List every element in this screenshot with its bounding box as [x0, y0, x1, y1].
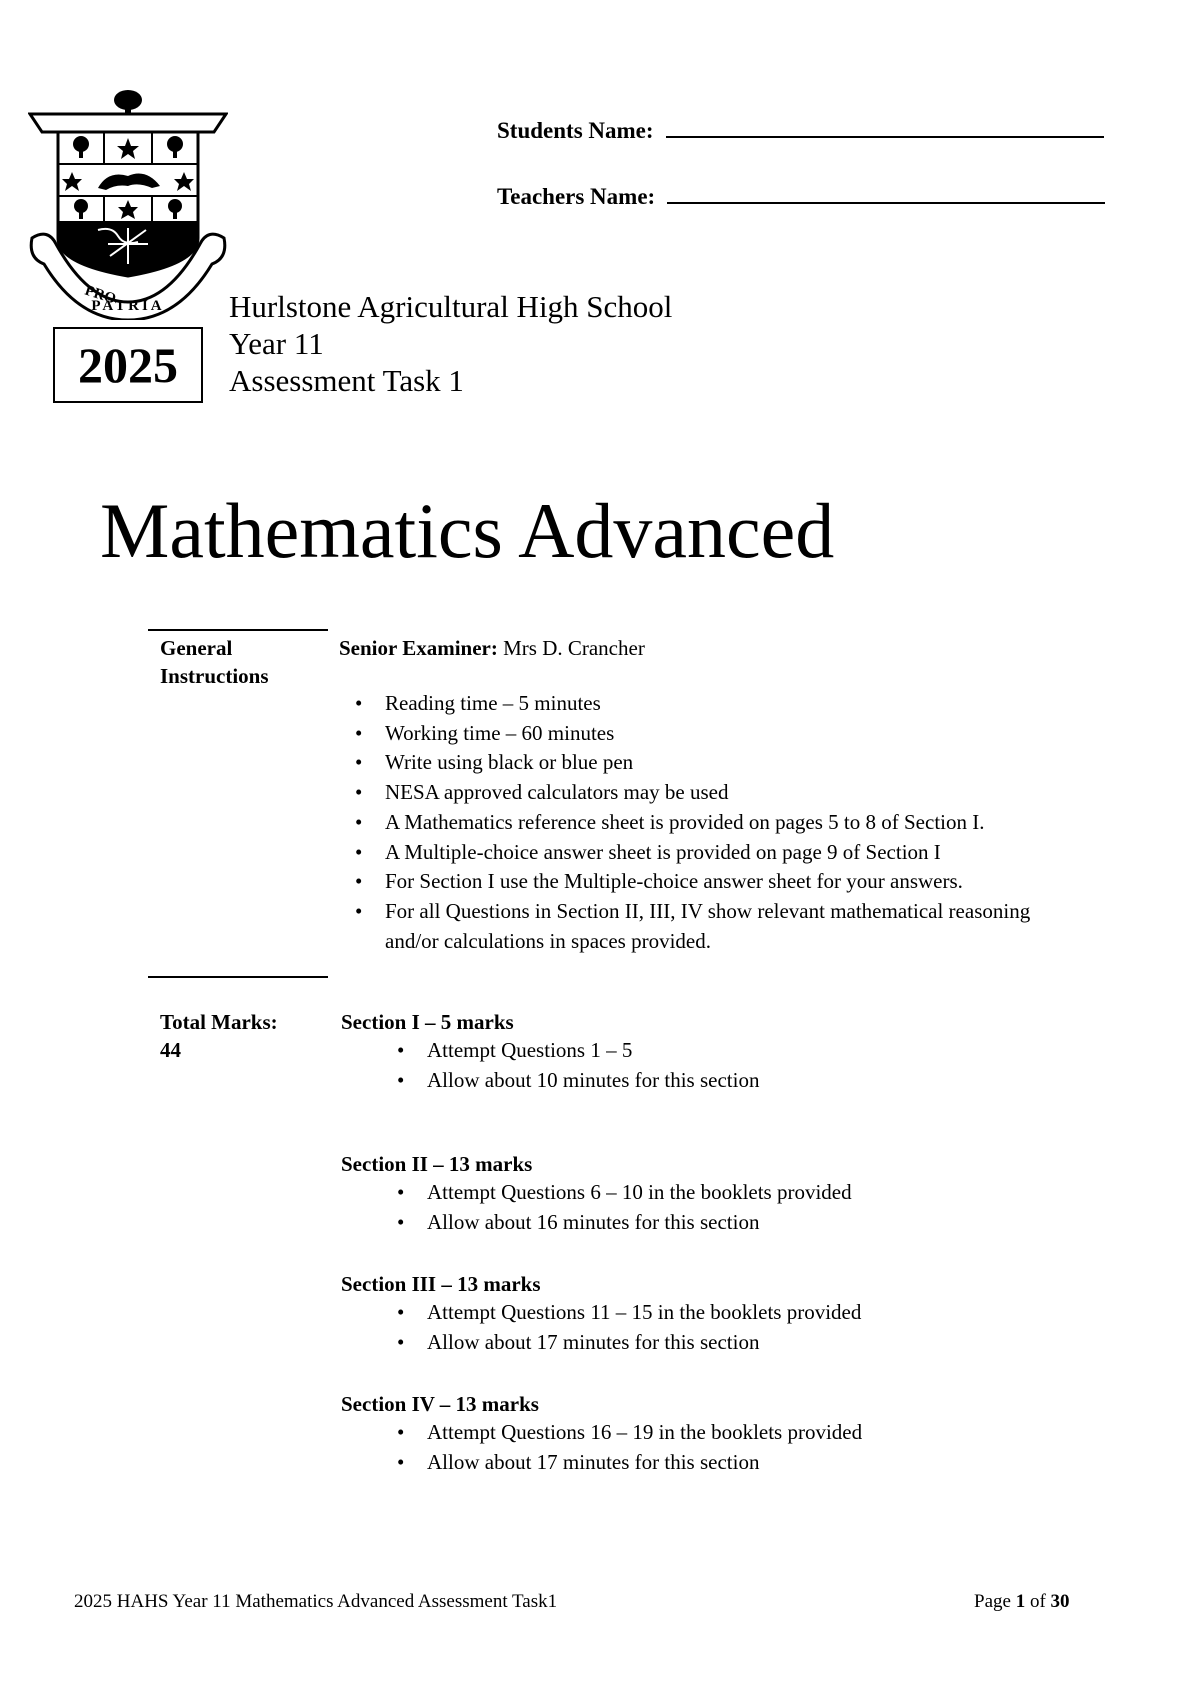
instructions-list: [339, 689, 1099, 956]
instructions-top-rule: [148, 629, 328, 631]
list-item: • For all Questions in Section II, III, IV show relevant mathematical reasoning and/or calculations in spaces provided.: [339, 897, 1045, 956]
list-item: • Attempt Questions 11 – 15 in the booklets provided: [341, 1298, 861, 1328]
school-year: Year 11: [229, 326, 324, 361]
teachers-name-label: Teachers Name:: [497, 184, 656, 209]
total-marks: [160, 1008, 278, 1064]
section-items: [341, 1036, 759, 1095]
page-number: Page 1 of 30: [974, 1591, 1070, 1612]
footer-text: 2025 HAHS Year 11 Mathematics Advanced Assessment Task1: [74, 1591, 558, 1612]
list-item: • Write using black or blue pen: [339, 748, 1099, 778]
section-title: Section IV – 13 marks: [341, 1392, 539, 1416]
section-title: Section III – 13 marks: [341, 1272, 541, 1296]
teachers-name-line: [497, 182, 1105, 210]
section-3: [341, 1270, 861, 1357]
list-item: • Allow about 17 minutes for this section: [341, 1328, 861, 1358]
school-name: Hurlstone Agricultural High School: [229, 289, 673, 324]
list-item: • Attempt Questions 6 – 10 in the booklets provided: [341, 1178, 852, 1208]
section-title: Section II – 13 marks: [341, 1152, 533, 1176]
senior-examiner-name: Mrs D. Crancher: [503, 636, 645, 660]
teachers-name-input-line[interactable]: [667, 182, 1105, 204]
section-items: [341, 1178, 852, 1237]
section-2: [341, 1150, 852, 1237]
page-title: Mathematics Advanced: [100, 487, 835, 574]
list-item: • Attempt Questions 1 – 5: [341, 1036, 759, 1066]
year-box: 2025: [53, 327, 203, 403]
list-item: • A Mathematics reference sheet is provided on pages 5 to 8 of Section I.: [339, 808, 1099, 838]
total-marks-value: 44: [160, 1038, 181, 1062]
general-instructions-label: General Instructions: [160, 636, 269, 688]
assessment-task: Assessment Task 1: [229, 363, 464, 398]
section-title: Section I – 5 marks: [341, 1010, 514, 1034]
list-item: • Attempt Questions 16 – 19 in the booklets provided: [341, 1418, 862, 1448]
list-item: • Allow about 17 minutes for this section: [341, 1448, 862, 1478]
students-name-input-line[interactable]: [666, 116, 1104, 138]
list-item: • For Section I use the Multiple-choice answer sheet for your answers.: [339, 867, 1099, 897]
students-name-line: [497, 116, 1104, 144]
total-marks-label: Total Marks:: [160, 1010, 278, 1034]
instructions-bottom-rule: [148, 976, 328, 978]
school-crest-logo: [28, 88, 228, 320]
svg-text:PATRIA: PATRIA: [91, 298, 165, 314]
section-items: [341, 1418, 862, 1477]
list-item: • Allow about 16 minutes for this section: [341, 1208, 852, 1238]
list-item: • Allow about 10 minutes for this section: [341, 1066, 759, 1096]
section-1: [341, 1008, 759, 1095]
svg-text:PRO: PRO: [82, 282, 118, 308]
section-4: [341, 1390, 862, 1477]
list-item: • Working time – 60 minutes: [339, 719, 1099, 749]
section-items: [341, 1298, 861, 1357]
list-item: • Reading time – 5 minutes: [339, 689, 1099, 719]
students-name-label: Students Name:: [497, 118, 654, 143]
school-info: [229, 288, 672, 399]
senior-examiner: [339, 634, 645, 662]
senior-examiner-label: Senior Examiner:: [339, 636, 498, 660]
list-item: • A Multiple-choice answer sheet is provided on page 9 of Section I: [339, 838, 1099, 868]
list-item: • NESA approved calculators may be used: [339, 778, 1099, 808]
